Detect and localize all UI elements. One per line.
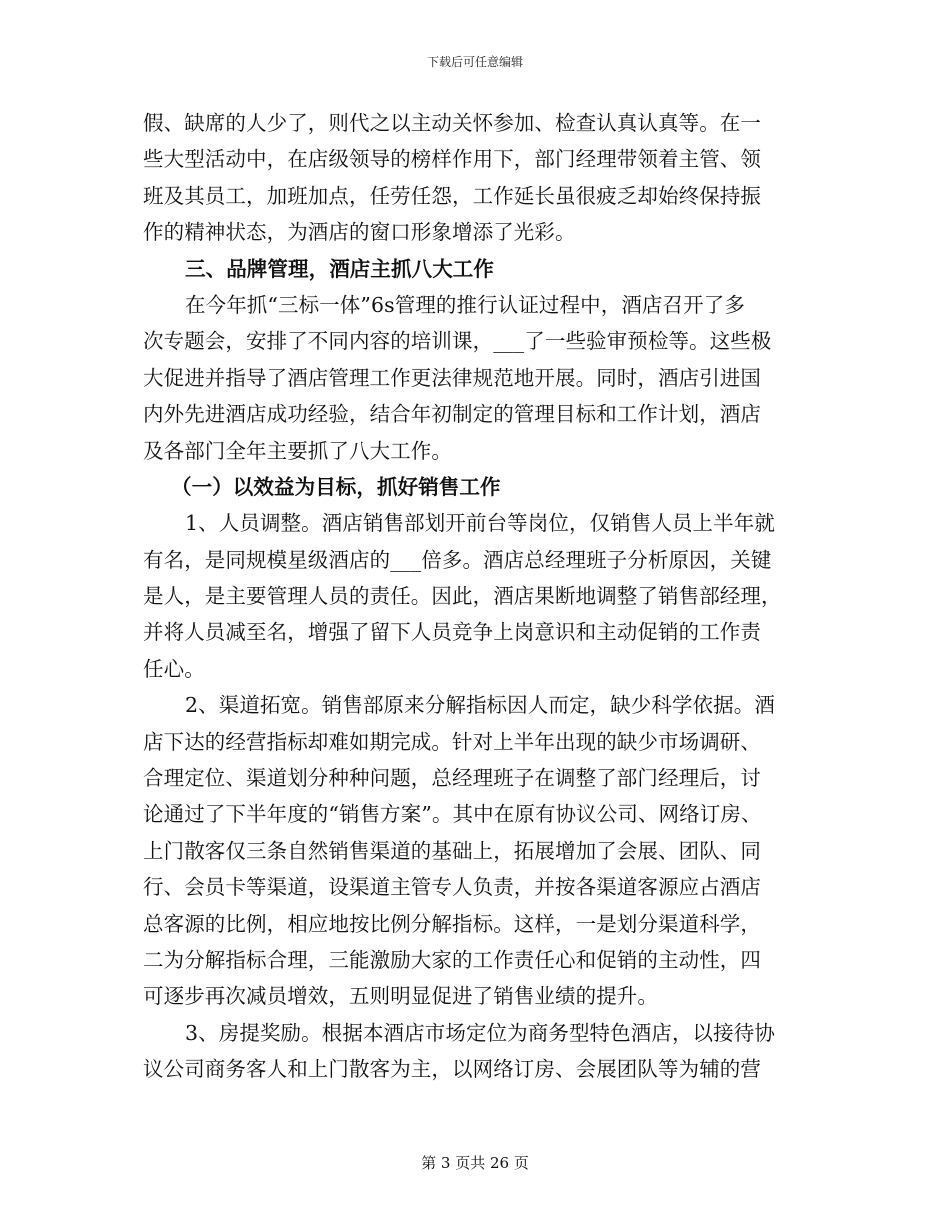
paragraph-line: 是人，是主要管理人员的责任。因此，酒店果断地调整了销售部经理， [143, 584, 782, 609]
paragraph-line: 内外先进酒店成功经验，结合年初制定的管理目标和工作计划，酒店 [143, 402, 761, 427]
paragraph-line: 论通过了下半年度的“销售方案”。其中在原有协议公司、网络订房、 [143, 802, 762, 827]
paragraph-line: 些大型活动中，在店级领导的榜样作用下，部门经理带领着主管、领 [143, 147, 761, 172]
paragraph-line: 2、渠道拓宽。销售部原来分解指标因人而定，缺少科学依据。酒 [185, 693, 775, 718]
paragraph-line: 有名，是同规模星级酒店的___倍多。酒店总经理班子分析原因，关键 [143, 547, 772, 572]
paragraph-line: 作的精神状态，为酒店的窗口形象增添了光彩。 [143, 220, 576, 245]
paragraph-line: 并将人员减至名，增强了留下人员竞争上岗意识和主动促销的工作责 [143, 620, 761, 645]
paragraph-line: 店下达的经营指标却难如期完成。针对上半年出现的缺少市场调研、 [143, 729, 761, 754]
paragraph-line: 1、人员调整。酒店销售部划开前台等岗位，仅销售人员上半年就 [185, 511, 775, 536]
paragraph-line: 议公司商务客人和上门散客为主，以网络订房、会展团队等为辅的营 [143, 1057, 761, 1082]
paragraph-line: 及各部门全年主要抓了八大工作。 [143, 438, 452, 463]
paragraph-line: 3、房提奖励。根据本酒店市场定位为商务型特色酒店，以接待协 [185, 1020, 775, 1045]
paragraph-line: 班及其员工，加班加点，任劳任怨，工作延长虽很疲乏却始终保持振 [143, 183, 761, 208]
subsection-heading: （一）以效益为目标，抓好销售工作 [171, 474, 501, 499]
paragraph-line: 次专题会，安排了不同内容的培训课，___了一些验审预检等。这些极 [143, 329, 772, 354]
paragraph-line: 合理定位、渠道划分种种问题，总经理班子在调整了部门经理后，讨 [143, 766, 761, 791]
paragraph-line: 总客源的比例，相应地按比例分解指标。这样，一是划分渠道科学， [143, 911, 761, 936]
paragraph-line: 大促进并指导了酒店管理工作更法律规范地开展。同时，酒店引进国 [143, 365, 761, 390]
paragraph-line: 可逐步再次减员增效，五则明显促进了销售业绩的提升。 [143, 984, 658, 1009]
paragraph-line: 二为分解指标合理，三能激励大家的工作责任心和促销的主动性，四 [143, 947, 761, 972]
paragraph-line: 任心。 [143, 656, 205, 681]
page-header: 下载后可任意编辑 [426, 55, 523, 69]
paragraph-line: 上门散客仅三条自然销售渠道的基础上，拓展增加了会展、团队、同 [143, 838, 761, 863]
paragraph-line: 行、会员卡等渠道，设渠道主管专人负责，并按各渠道客源应占酒店 [143, 875, 761, 900]
section-heading: 三、品牌管理，酒店主抓八大工作 [185, 256, 494, 281]
paragraph-line: 在今年抓“三标一体”6s管理的推行认证过程中，酒店召开了多 [185, 292, 745, 317]
paragraph-line: 假、缺席的人少了，则代之以主动关怀参加、检查认真认真等。在一 [143, 111, 761, 135]
document-body [143, 105, 808, 1088]
page-footer: 第 3 页共 26 页 [421, 1154, 529, 1172]
